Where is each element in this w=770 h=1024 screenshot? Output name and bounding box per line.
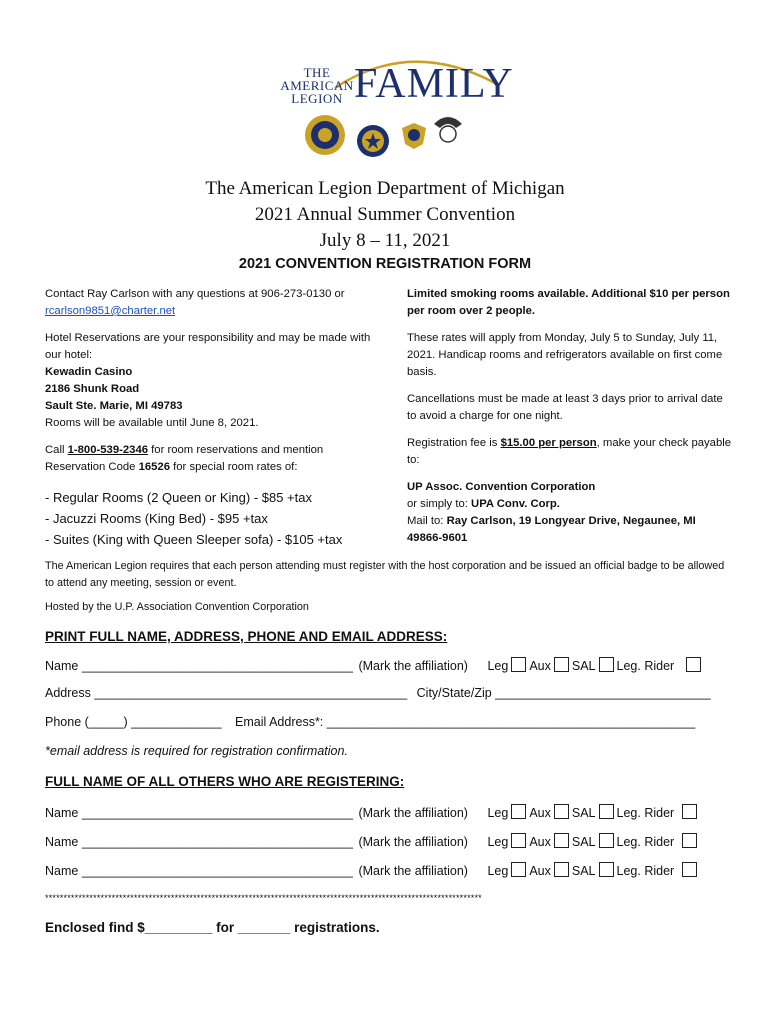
logo-text-legion: LEGION — [291, 91, 343, 106]
other-registrant-row: Name _______________________________________ (Mark the affiliation) Leg Aux SAL Leg. Rider — [45, 804, 745, 820]
rates-text: These rates will apply from Monday, July 5 to Sunday, July 11, 2021. Handicap rooms and refrigerators available on first come basis. — [407, 332, 723, 378]
hotel-city: Sault Ste. Marie, MI 49783 — [45, 400, 183, 412]
riders-emblem-icon — [432, 110, 464, 144]
phone-field[interactable]: Phone (_____) _____________ — [45, 715, 222, 729]
hotel-intro: Hotel Reservations are your responsibility and may be made with our hotel: — [45, 332, 371, 361]
address-row — [45, 686, 745, 700]
contact-text: Contact Ray Carlson with any questions at 906-273-0130 or rcarlson9851@charter.net — [45, 288, 345, 317]
reservation-phone: 1-800-539-2346 — [67, 444, 149, 456]
hotel-street: 2186 Shunk Road — [45, 383, 140, 395]
separator-line: ********************************************************************************************************************** — [45, 893, 482, 903]
room-rate-regular: - Regular Rooms (2 Queen or King) - $85 +tax — [45, 490, 312, 505]
primary-name-row: Name _______________________________________ (Mark the affiliation) Leg Aux SAL Leg. Rider — [45, 657, 745, 673]
leg-checkbox[interactable] — [511, 862, 526, 877]
aux-checkbox[interactable] — [554, 657, 569, 672]
email-required-note: *email address is required for registration confirmation. — [45, 744, 348, 758]
other-name-field[interactable]: Name _______________________________________ — [45, 835, 353, 849]
sal-emblem-icon — [401, 122, 427, 150]
aux-checkbox[interactable] — [554, 804, 569, 819]
reservation-code: 16526 — [138, 461, 170, 473]
logo-text-family: FAMILY — [354, 61, 514, 107]
simply-to-text: or simply to: UPA Conv. Corp. — [407, 498, 560, 510]
fee-amount: $15.00 per person — [500, 437, 597, 449]
room-rate-jacuzzi: - Jacuzzi Rooms (King Bed) - $95 +tax — [45, 511, 268, 526]
phone-row — [45, 715, 745, 729]
american-legion-family-logo — [270, 48, 514, 158]
mail-to-text: Mail to: Ray Carlson, 19 Longyear Drive, Negaunee, MI 49866-9601 — [407, 515, 696, 544]
other-registrant-row: Name _______________________________________ (Mark the affiliation) Leg Aux SAL Leg. Rider — [45, 862, 745, 878]
form-title: 2021 CONVENTION REGISTRATION FORM — [238, 256, 532, 272]
cancellation-text: Cancellations must be made at least 3 days prior to arrival date to avoid a charge for one night. — [407, 393, 723, 422]
other-name-field[interactable]: Name _______________________________________ — [45, 806, 353, 820]
email-field[interactable]: Email Address*: _____________________________________________________ — [235, 715, 696, 729]
legion-emblem-icon — [304, 114, 346, 156]
other-registrant-row: Name _______________________________________ (Mark the affiliation) Leg Aux SAL Leg. Rider — [45, 833, 745, 849]
sal-checkbox[interactable] — [599, 833, 614, 848]
rooms-available-text: Rooms will be available until June 8, 2021. — [45, 417, 259, 429]
sal-checkbox[interactable] — [599, 804, 614, 819]
rider-checkbox[interactable] — [682, 862, 697, 877]
logo-text-the: THE — [303, 65, 331, 80]
auxiliary-emblem-icon — [356, 124, 390, 158]
title-line-3: July 8 – 11, 2021 — [319, 230, 451, 251]
rider-checkbox[interactable] — [682, 833, 697, 848]
smoking-rooms-text: Limited smoking rooms available. Additional $10 per person per room over 2 people. — [407, 288, 730, 317]
print-header: PRINT FULL NAME, ADDRESS, PHONE AND EMAIL ADDRESS: — [45, 629, 448, 644]
hotel-name: Kewadin Casino — [45, 366, 133, 378]
name-field[interactable]: Name _______________________________________ — [45, 659, 353, 673]
fee-text: Registration fee is $15.00 per person, make your check payable to: — [407, 437, 732, 466]
sal-checkbox[interactable] — [599, 862, 614, 877]
call-text: Call 1-800-539-2346 for room reservations and mention Reservation Code 16526 for special room rates of: — [45, 444, 324, 473]
sal-checkbox[interactable] — [599, 657, 614, 672]
room-rate-suite: - Suites (King with Queen Sleeper sofa) - $105 +tax — [45, 532, 343, 547]
aux-checkbox[interactable] — [554, 833, 569, 848]
leg-checkbox[interactable] — [511, 833, 526, 848]
logo-text-american: AMERICAN — [280, 78, 354, 93]
corp-name: UP Assoc. Convention Corporation — [407, 481, 596, 493]
enclosed-text: Enclosed find $_________ for _______ registrations. — [45, 920, 380, 935]
hosted-by-text: Hosted by the U.P. Association Convention Corporation — [45, 601, 309, 613]
rider-checkbox[interactable] — [686, 657, 701, 672]
rider-checkbox[interactable] — [682, 804, 697, 819]
title-line-1: The American Legion Department of Michigan — [205, 178, 565, 199]
contact-email-link[interactable]: rcarlson9851@charter.net — [45, 305, 176, 317]
leg-checkbox[interactable] — [511, 657, 526, 672]
title-line-2: 2021 Annual Summer Convention — [254, 204, 516, 225]
others-header: FULL NAME OF ALL OTHERS WHO ARE REGISTERING: — [45, 774, 405, 789]
leg-checkbox[interactable] — [511, 804, 526, 819]
other-name-field[interactable]: Name _______________________________________ — [45, 864, 353, 878]
address-field[interactable]: Address _____________________________________________ — [45, 686, 408, 700]
aux-checkbox[interactable] — [554, 862, 569, 877]
city-state-zip-field[interactable]: City/State/Zip _______________________________ — [416, 686, 711, 700]
badge-notice: The American Legion requires that each person attending must register with the host corporation and be issued an official badge to be allowed to attend any meeting, session or event. — [45, 560, 725, 589]
